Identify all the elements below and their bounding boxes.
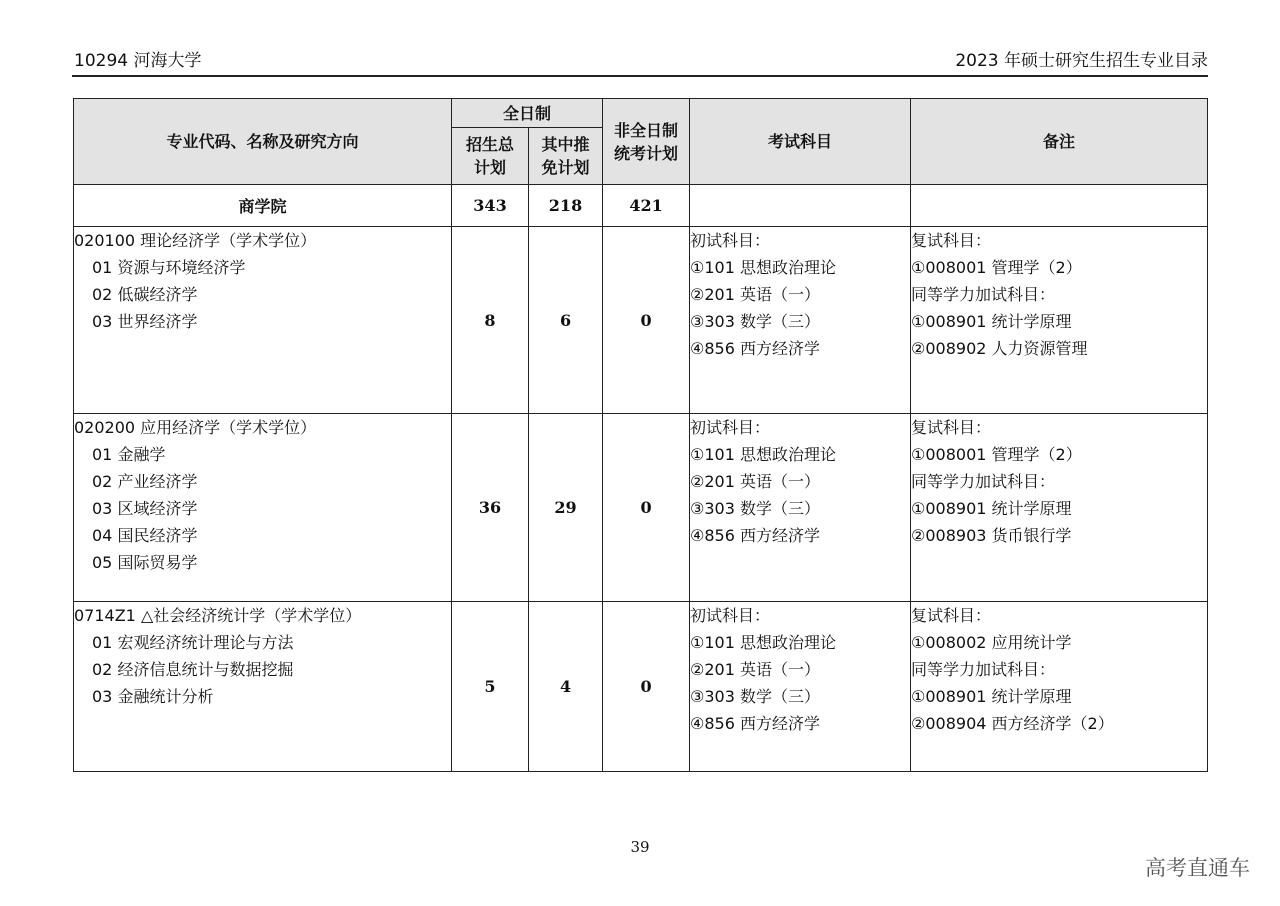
plan-total: 5: [452, 602, 529, 772]
major-cell: [74, 414, 452, 602]
research-direction: 03 金融统计分析: [92, 687, 214, 706]
exam-line: ②201 英语（一）: [690, 660, 820, 679]
exam-line: ④856 西方经济学: [690, 339, 820, 358]
school-notes-empty: [911, 185, 1208, 227]
school-exempt: 218: [529, 185, 603, 227]
page-number: 39: [630, 838, 650, 856]
plan-exempt: 4: [529, 602, 603, 772]
table-row: [74, 227, 1208, 414]
col-header-fulltime: 全日制: [452, 99, 603, 128]
col-header-notes: 备注: [911, 99, 1208, 185]
admission-catalog-table: [73, 98, 1208, 772]
research-direction: 03 世界经济学: [92, 312, 198, 331]
research-direction: 05 国际贸易学: [92, 553, 198, 572]
exam-line: ③303 数学（三）: [690, 499, 820, 518]
notes-line: ①008901 统计学原理: [911, 687, 1072, 706]
school-name: 商学院: [74, 185, 452, 227]
header-row-1: [74, 99, 1208, 128]
watermark-text: 高考直通车: [1145, 856, 1250, 880]
notes-line: 同等学力加试科目：: [911, 660, 1056, 679]
exam-line: ①101 思想政治理论: [690, 445, 836, 464]
col-header-exempt-line1: 其中推: [541, 135, 590, 154]
exam-line: 初试科目：: [690, 606, 771, 625]
notes-line: ①008901 统计学原理: [911, 499, 1072, 518]
col-header-exempt: [529, 128, 603, 185]
notes-line: 同等学力加试科目：: [911, 472, 1056, 491]
header-divider: [72, 75, 1208, 77]
research-direction: 02 产业经济学: [92, 472, 198, 491]
exam-line: 初试科目：: [690, 418, 771, 437]
exam-line: ③303 数学（三）: [690, 687, 820, 706]
plan-exempt: 6: [529, 227, 603, 414]
col-header-total-line2: 计划: [473, 158, 506, 177]
major-code-name: 020100 理论经济学（学术学位）: [74, 231, 317, 250]
plan-parttime: 0: [603, 414, 690, 602]
notes-line: ①008901 统计学原理: [911, 312, 1072, 331]
notes-line: 复试科目：: [911, 418, 992, 437]
col-header-total: [452, 128, 529, 185]
research-direction: 01 资源与环境经济学: [92, 258, 246, 277]
table-row: [74, 602, 1208, 772]
notes-line: 复试科目：: [911, 606, 992, 625]
col-header-exempt-line2: 免计划: [541, 158, 590, 177]
major-cell: [74, 602, 452, 772]
plan-total: 8: [452, 227, 529, 414]
exam-cell: [690, 602, 911, 772]
research-direction: 04 国民经济学: [92, 526, 198, 545]
plan-parttime: 0: [603, 602, 690, 772]
notes-line: ①008001 管理学（2）: [911, 258, 1082, 277]
research-direction: 03 区域经济学: [92, 499, 198, 518]
exam-line: ③303 数学（三）: [690, 312, 820, 331]
research-direction: 02 经济信息统计与数据挖掘: [92, 660, 294, 679]
exam-cell: [690, 414, 911, 602]
school-row: [74, 185, 1208, 227]
plan-total: 36: [452, 414, 529, 602]
exam-line: ①101 思想政治理论: [690, 258, 836, 277]
col-header-total-line1: 招生总: [465, 135, 514, 154]
plan-exempt: 29: [529, 414, 603, 602]
major-code-name: 020200 应用经济学（学术学位）: [74, 418, 317, 437]
exam-cell: [690, 227, 911, 414]
notes-line: ①008002 应用统计学: [911, 633, 1072, 652]
col-header-exam: 考试科目: [690, 99, 911, 185]
research-direction: 01 金融学: [92, 445, 166, 464]
school-exam-empty: [690, 185, 911, 227]
exam-line: ④856 西方经济学: [690, 714, 820, 733]
exam-line: 初试科目：: [690, 231, 771, 250]
notes-cell: [911, 414, 1208, 602]
table-row: [74, 414, 1208, 602]
research-direction: 02 低碳经济学: [92, 285, 198, 304]
col-header-parttime-line1: 非全日制: [614, 120, 679, 140]
school-total: 343: [452, 185, 529, 227]
plan-parttime: 0: [603, 227, 690, 414]
notes-line: ②008902 人力资源管理: [911, 339, 1088, 358]
header-catalog-title: 2023 年硕士研究生招生专业目录: [955, 51, 1208, 71]
col-header-parttime: [603, 99, 690, 185]
notes-line: 同等学力加试科目：: [911, 285, 1056, 304]
exam-line: ②201 英语（一）: [690, 285, 820, 304]
notes-cell: [911, 602, 1208, 772]
exam-line: ②201 英语（一）: [690, 472, 820, 491]
notes-line: ①008001 管理学（2）: [911, 445, 1082, 464]
col-header-major: 专业代码、名称及研究方向: [74, 99, 452, 185]
exam-line: ④856 西方经济学: [690, 526, 820, 545]
notes-line: ②008903 货币银行学: [911, 526, 1072, 545]
header-university: 10294 河海大学: [74, 51, 202, 71]
notes-line: 复试科目：: [911, 231, 992, 250]
exam-line: ①101 思想政治理论: [690, 633, 836, 652]
research-direction: 01 宏观经济统计理论与方法: [92, 633, 294, 652]
col-header-parttime-line2: 统考计划: [614, 143, 679, 163]
major-code-name: 0714Z1 △社会经济统计学（学术学位）: [74, 606, 362, 625]
major-cell: [74, 227, 452, 414]
school-parttime: 421: [603, 185, 690, 227]
notes-line: ②008904 西方经济学（2）: [911, 714, 1114, 733]
notes-cell: [911, 227, 1208, 414]
